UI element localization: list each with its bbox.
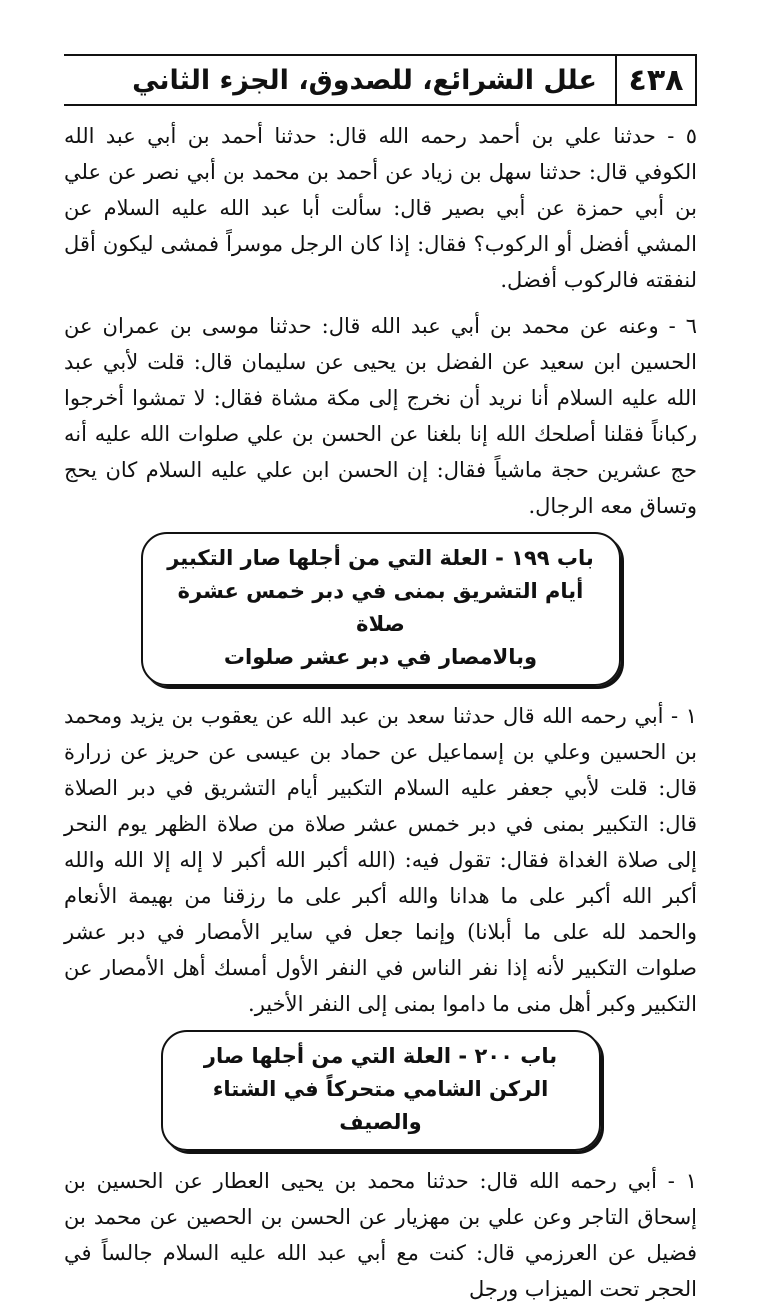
page-header [64, 54, 697, 106]
hadith-5: ٥ - حدثنا علي بن أحمد رحمه الله قال: حدثنا أحمد بن أبي عبد الله الكوفي قال: حدثنا سهل بن زياد عن أحمد بن محمد بن أبي نصر عن علي بن أبي حمزة عن أبي بصير قال: سألت أبا عبد الله عليه السلام عن المشي أفضل أو الركوب؟ فقال: إذا كان الرجل موسراً فمشى ليكون أقل لنفقته فالركوب أفضل. [64, 124, 697, 292]
page-body [64, 118, 697, 1307]
chapter-200-heading [161, 1030, 601, 1151]
chapter-199-line-1: باب ١٩٩ - العلة التي من أجلها صار التكبير [167, 546, 594, 570]
header-bottom-rule [64, 104, 697, 106]
chapter-200-line-2: الركن الشامي متحركاً في الشتاء والصيف [212, 1077, 549, 1134]
chapter-199-line-3: وبالامصار في دبر عشر صلوات [223, 645, 538, 669]
chapter-199-heading [141, 532, 621, 686]
chapter-199-line-2: أيام التشريق بمنى في دبر خمس عشرة صلاة [177, 579, 584, 636]
page-number: ٤٣٨ [615, 54, 697, 106]
chapter-200-line-1: باب ٢٠٠ - العلة التي من أجلها صار [203, 1044, 558, 1068]
running-title: علل الشرائع، للصدوق، الجزء الثاني [132, 64, 597, 96]
hadith-6: ٦ - وعنه عن محمد بن أبي عبد الله قال: حدثنا موسى بن عمران عن الحسين ابن سعيد عن الفضل بن يحيى عن سليمان قال: قلت لأبي عبد الله عليه السلام أنا نريد أن نخرج إلى مكة مشاة فقال: لا تمشوا أخرجوا ركباناً فقلنا أصلحك الله إنا بلغنا عن الحسن بن علي صلوات الله عليه أنه حج عشرين حجة ماشياً فقال: إن الحسن ابن علي عليه السلام كان يحج وتساق معه الرجال. [64, 314, 697, 518]
chapter-199-hadith-1: ١ - أبي رحمه الله قال حدثنا سعد بن عبد الله عن يعقوب بن يزيد ومحمد بن الحسين وعلي بن إسماعيل عن حماد بن عيسى عن حريز عن زرارة قال: قلت لأبي جعفر عليه السلام التكبير أيام التشريق في دبر الصلاة قال: التكبير بمنى في دبر خمس عشر صلاة من صلاة الظهر يوم النحر إلى صلاة الغداة فقال: تقول فيه: (الله أكبر الله أكبر لا إله إلا الله والله أكبر الله أكبر على ما هدانا والله أكبر على ما رزقنا من بهيمة الأنعام والحمد لله على ما أبلانا) وإنما جعل في ساير الأمصار في دبر عشر صلوات التكبير لأنه إذا نفر الناس في النفر الأول أمسك أهل الأمصار عن التكبير وكبر أهل منى ما داموا بمنى إلى النفر الأخير. [64, 704, 697, 1016]
chapter-200-hadith-1: ١ - أبي رحمه الله قال: حدثنا محمد بن يحيى العطار عن الحسين بن إسحاق التاجر وعن علي بن مهزيار عن الحسن بن الحصين عن محمد بن فضيل عن العرزمي قال: كنت مع أبي عبد الله عليه السلام جالساً في الحجر تحت الميزاب ورجل [64, 1169, 697, 1301]
